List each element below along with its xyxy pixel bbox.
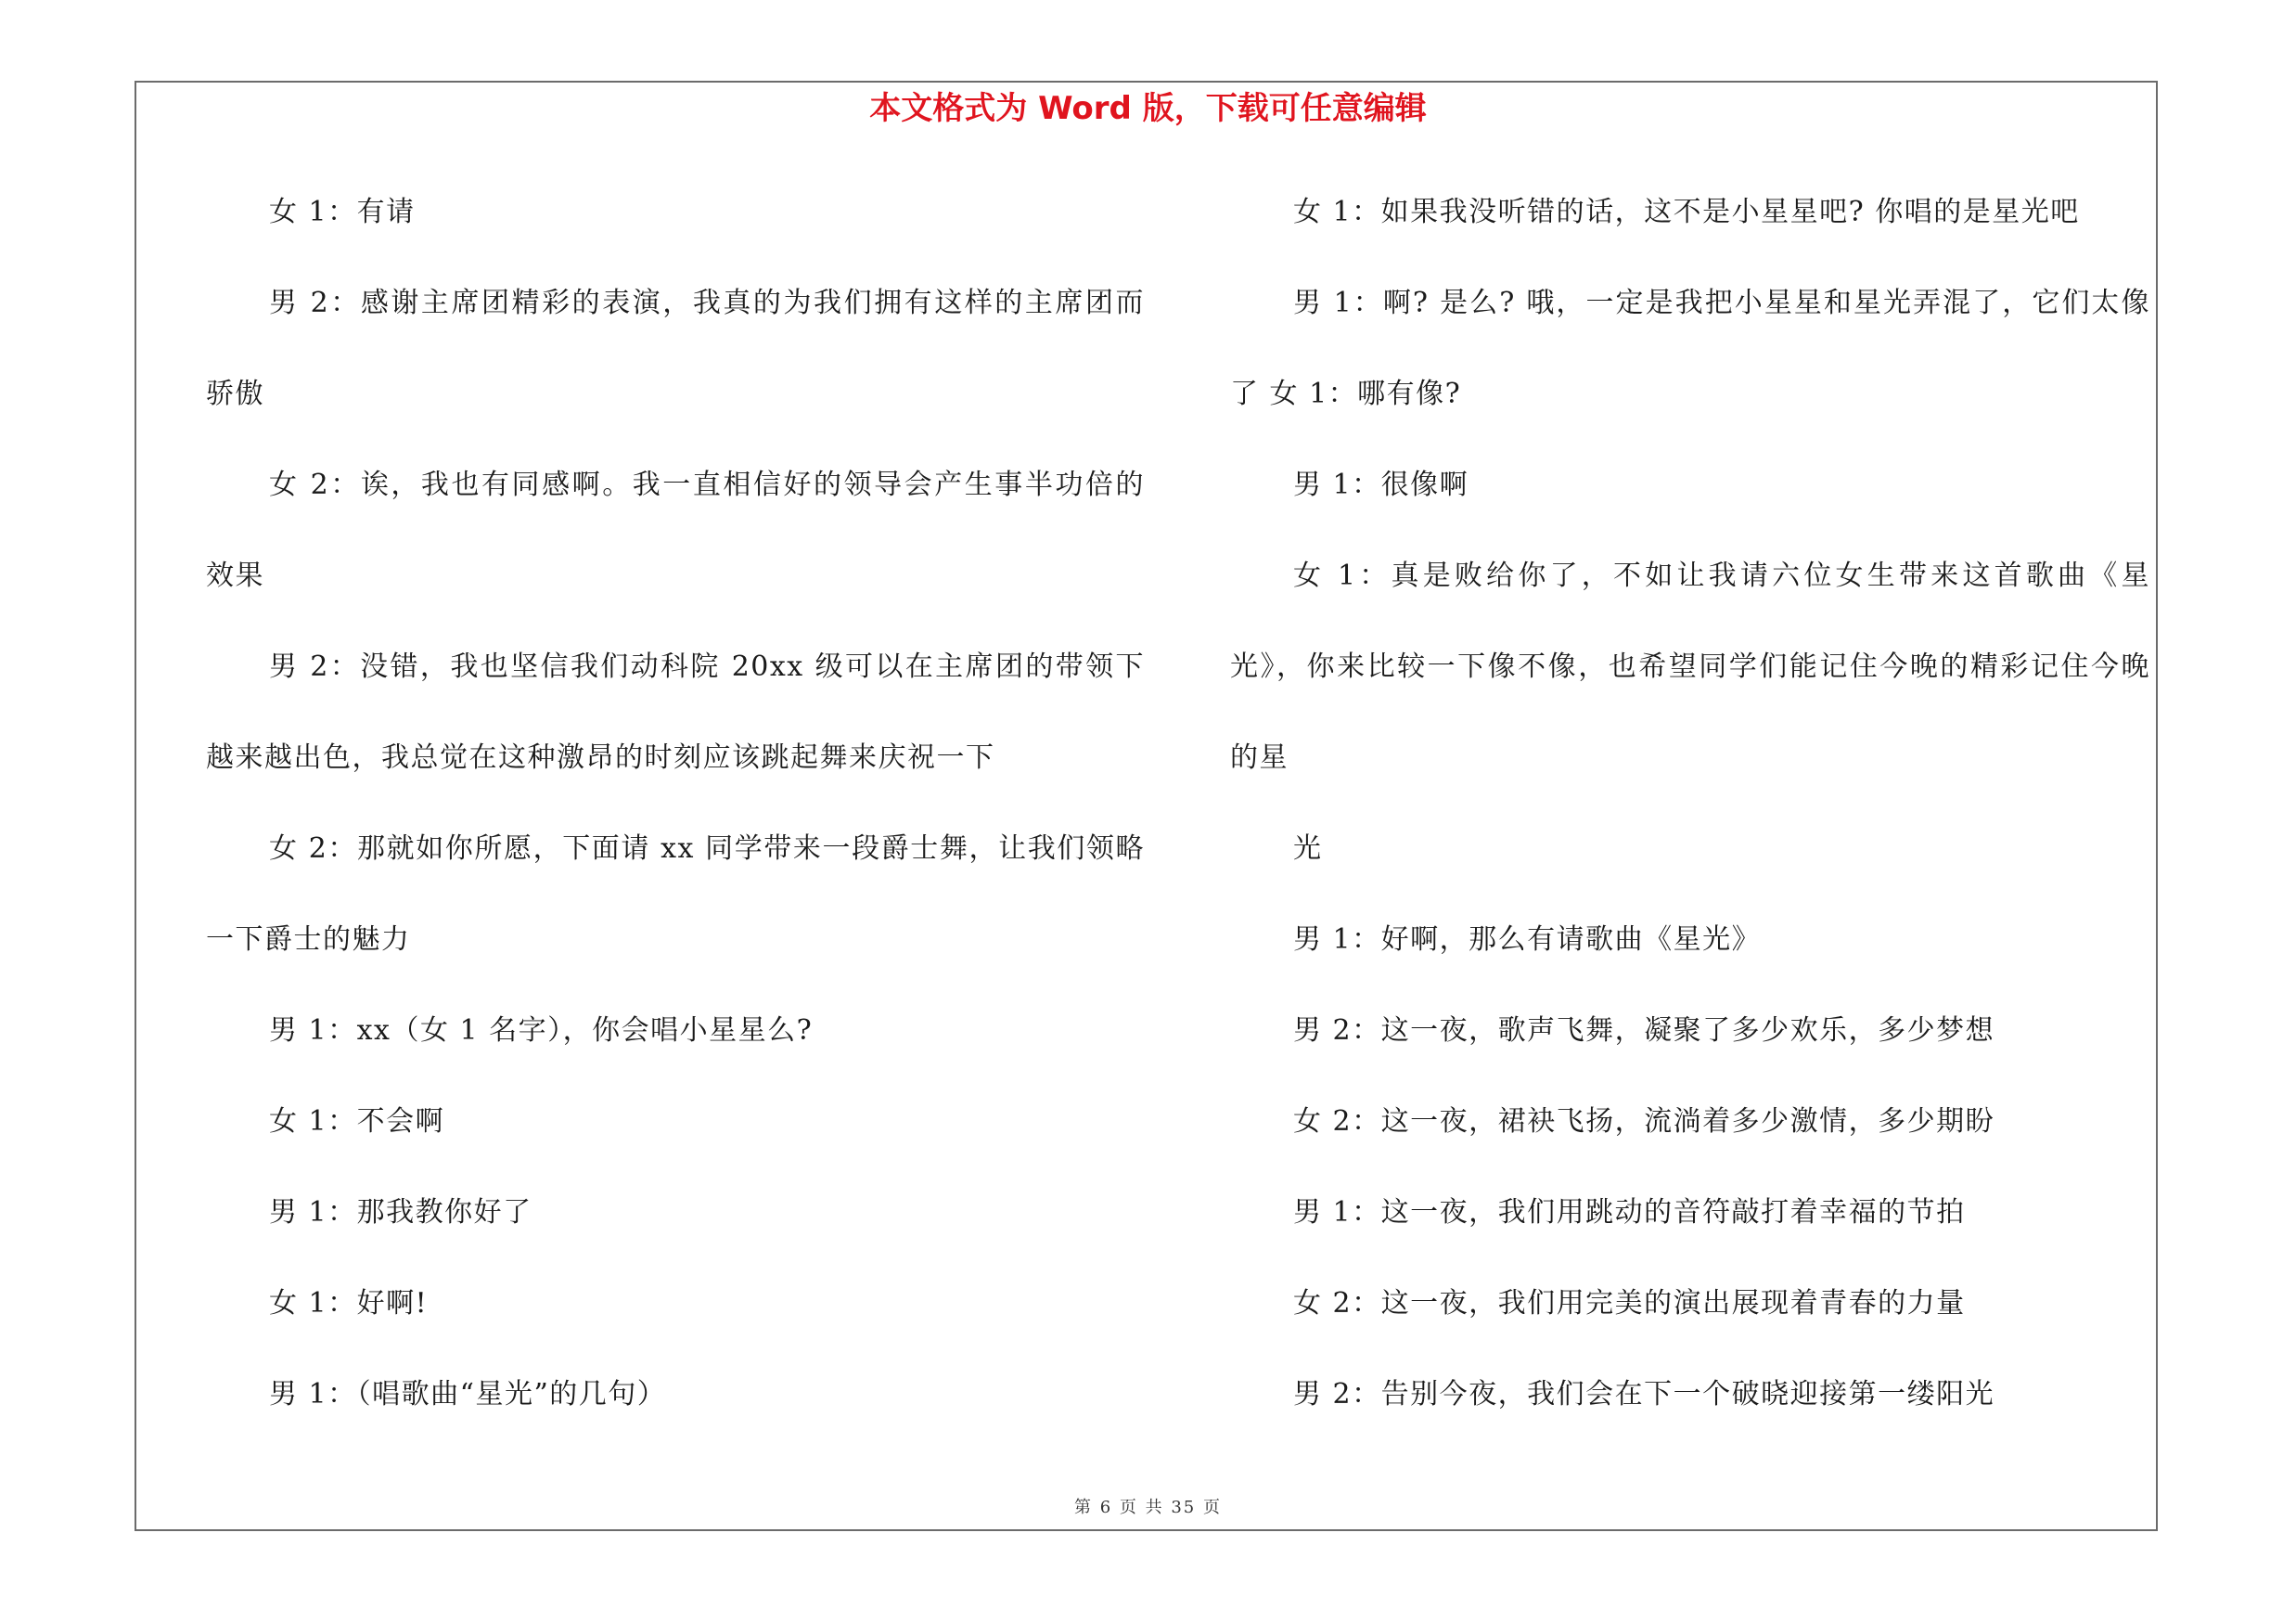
dialogue-line: 男 1：很像啊 — [1293, 469, 1469, 501]
left-column — [206, 167, 1145, 1440]
dialogue-line: 男 2：这一夜，歌声飞舞，凝聚了多少欢乐，多少梦想 — [1293, 1014, 1995, 1047]
dialogue-line: 女 2：那就如你所愿，下面请 xx 同学带来一段爵士舞，让我们领略一下爵士的魅力 — [206, 832, 1145, 956]
dialogue-line: 男 1：这一夜，我们用跳动的音符敲打着幸福的节拍 — [1293, 1196, 1966, 1229]
word-format-banner: 本文格式为 Word 版，下载可任意编辑 — [869, 90, 1427, 127]
dialogue-line: 男 1：（唱歌曲“星光”的几句） — [269, 1378, 667, 1410]
right-column — [1230, 167, 2150, 1440]
dialogue-line: 女 1：真是败给你了，不如让我请六位女生带来这首歌曲《星光》，你来比较一下像不像，也希望同学们能记住今晚的精彩记住今晚的星 — [1230, 560, 2150, 774]
dialogue-line: 女 1：有请 — [269, 196, 416, 228]
dialogue-line: 男 2：没错，我也坚信我们动科院 20xx 级可以在主席团的带领下越来越出色，我总觉在这种激昂的时刻应该跳起舞来庆祝一下 — [206, 650, 1145, 774]
dialogue-line: 男 2：感谢主席团精彩的表演，我真的为我们拥有这样的主席团而骄傲 — [206, 287, 1145, 410]
dialogue-line: 女 1：不会啊 — [269, 1105, 445, 1138]
page-number: 第 6 页 共 35 页 — [1074, 1498, 1222, 1517]
dialogue-line: 男 1：xx（女 1 名字），你会唱小星星么? — [269, 1014, 814, 1047]
dialogue-line: 女 2：这一夜，我们用完美的演出展现着青春的力量 — [1293, 1287, 1966, 1320]
dialogue-line: 女 1：如果我没听错的话，这不是小星星吧? 你唱的是星光吧 — [1293, 196, 2080, 228]
dialogue-line: 男 1：啊? 是么? 哦，一定是我把小星星和星光弄混了，它们太像了 女 1：哪有像? — [1230, 287, 2150, 410]
dialogue-line: 男 2：告别今夜，我们会在下一个破晓迎接第一缕阳光 — [1293, 1378, 1995, 1410]
dialogue-line: 男 1：好啊，那么有请歌曲《星光》 — [1293, 923, 1762, 956]
dialogue-line: 男 1：那我教你好了 — [269, 1196, 532, 1229]
dialogue-line: 女 2：这一夜，裙袂飞扬，流淌着多少激情，多少期盼 — [1293, 1105, 1995, 1138]
dialogue-line: 女 2：诶，我也有同感啊。我一直相信好的领导会产生事半功倍的效果 — [206, 469, 1145, 592]
dialogue-line: 光 — [1293, 832, 1323, 865]
dialogue-line: 女 1：好啊! — [269, 1287, 429, 1320]
